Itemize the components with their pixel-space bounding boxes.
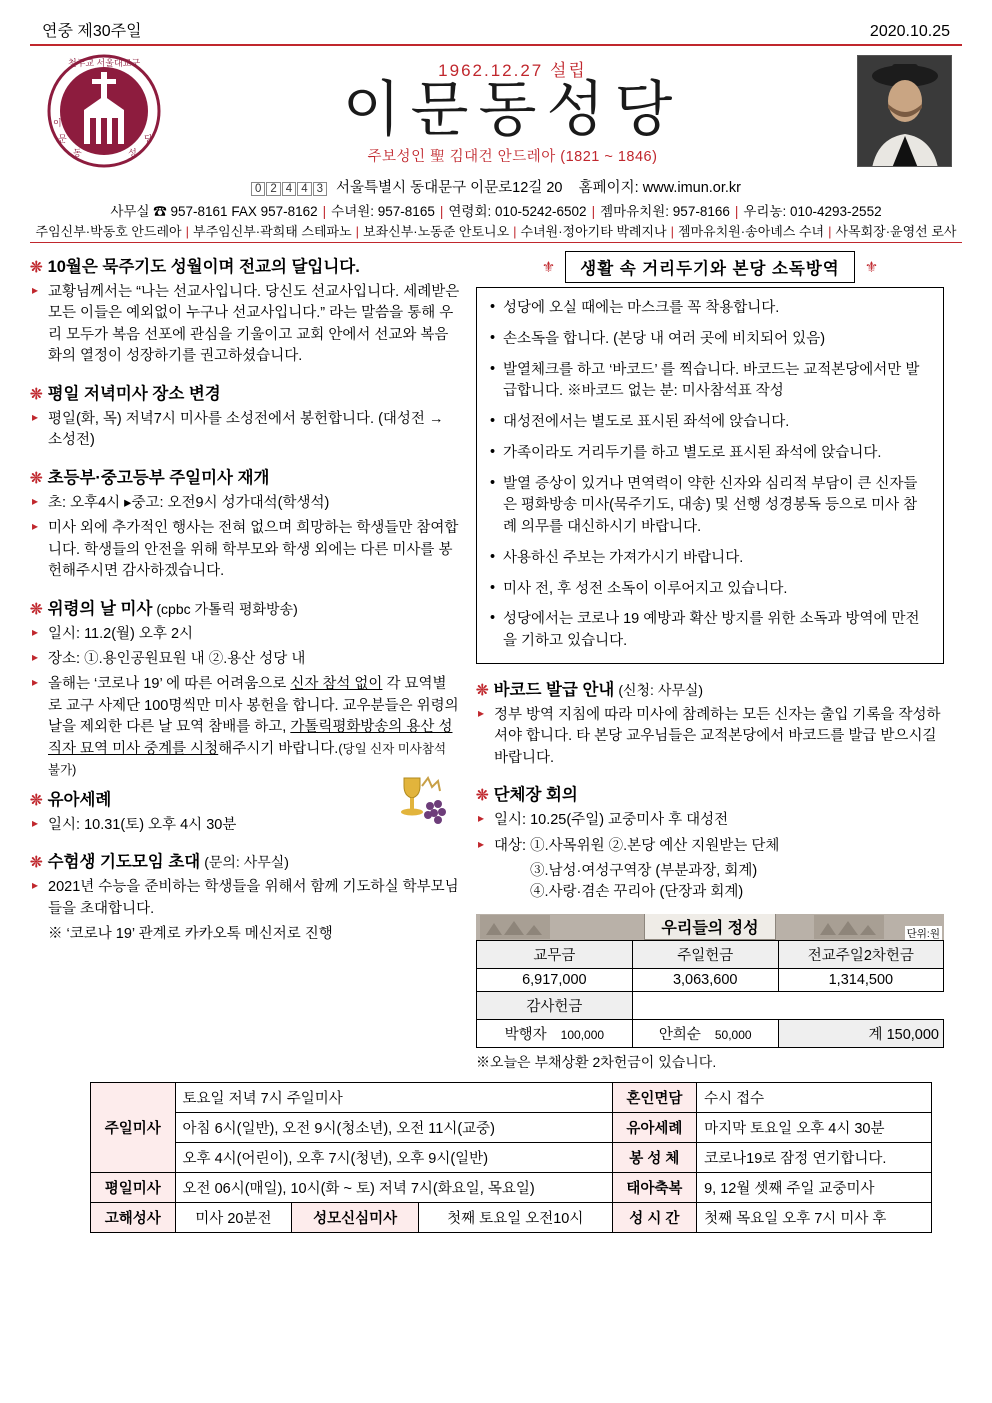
row-label-marriage: 혼인면담 xyxy=(612,1082,697,1112)
section-title: 10월은 묵주기도 성월이며 전교의 달입니다. xyxy=(47,258,360,276)
church-emblem-icon xyxy=(40,52,168,170)
donor-name: 안희순 xyxy=(658,1026,701,1043)
offering-header-2: 전교주일2차헌금 xyxy=(778,940,943,968)
staff-line: 주임신부·박동호 안드레아 | 부주임신부·곽희태 스테파노 | 보좌신부·노동준 안토니오 | 수녀원·정아기타 박례지나 | 젬마유치원·송아녜스 수녀 | 사목회장·윤영선 로사 xyxy=(35,224,957,239)
section-note: (문의: 사무실) xyxy=(204,854,289,871)
patron-portrait xyxy=(857,55,952,167)
staff-2: 보좌신부·노동준 안토니오 xyxy=(363,224,510,239)
offering-unit: 단위:원 xyxy=(906,927,940,940)
star-icon: ❊ xyxy=(30,791,43,809)
row-label-weekday-mass: 평일미사 xyxy=(91,1172,176,1202)
section-title: 유아세례 xyxy=(47,790,112,809)
table-row xyxy=(91,1082,932,1112)
liturgy-week: 연중 제30주일 xyxy=(42,23,142,40)
zip-digit-4: 3 xyxy=(313,182,327,196)
sunday-mass-line-2: 오후 4시(어린이), 오후 7시(청년), 오후 9시(일반) xyxy=(175,1142,612,1172)
left-column xyxy=(30,251,460,1072)
offering-value-0: 6,917,000 xyxy=(477,968,633,991)
section-title: 수험생 기도모임 초대 xyxy=(47,853,201,872)
list-item: ▸ 2021년 수능을 준비하는 학생들을 위해서 함께 기도하실 학부모님들을 초대합니다. xyxy=(30,877,460,920)
list-item: • 손소독을 합니다. (본당 내 여러 곳에 비치되어 있음) xyxy=(489,329,931,351)
divider-header-bottom xyxy=(30,242,962,243)
church-name: 이문동성당 xyxy=(342,76,683,143)
thanks-total: 계 150,000 xyxy=(778,1019,943,1047)
contact-0: 사무실 ☎ 957-8161 FAX 957-8162 xyxy=(110,204,318,219)
marriage-value: 수시 접수 xyxy=(697,1082,932,1112)
exam-prayer-footnote: ※ ‘코로나 19’ 관계로 카카오톡 메신저로 진행 xyxy=(48,926,333,943)
section-title: 위령의 날 미사 xyxy=(47,599,153,618)
table-row xyxy=(91,1112,932,1142)
confession-value: 미사 20분전 xyxy=(175,1202,292,1232)
unborn-blessing-value: 9, 12월 셋째 주일 교중미사 xyxy=(697,1172,932,1202)
list-item: ▸ 교황님께서는 “나는 선교사입니다. 당신도 선교사입니다. 세례받은 모든 이들은 예외없이 누구나 선교사입니다.” 라는 말씀을 통해 우리 모두가 복음 선포에 관심을 기울이고 교회 안에서 선교와 복음화의 열정이 성장하기를 권고하셨습니다. xyxy=(30,282,460,368)
offering-value-2: 1,314,500 xyxy=(778,968,943,991)
list-item: ▸ 평일(화, 목) 저녁7시 미사를 소성전에서 봉헌합니다. (대성전 → 소성전) xyxy=(30,409,460,452)
staff-1: 부주임신부·곽희태 스테파노 xyxy=(193,224,352,239)
table-row xyxy=(477,1019,944,1047)
homepage-url[interactable]: www.imun.or.kr xyxy=(642,180,742,196)
zip-digit-1: 2 xyxy=(266,182,280,196)
table-row xyxy=(477,991,944,1019)
list-item: • 발열체크를 하고 ‘바코드’ 를 찍습니다. 바코드는 교적본당에서만 발급합니다. ※바코드 없는 분: 미사참석표 작성 xyxy=(489,360,931,404)
spacer-cell xyxy=(778,991,943,1019)
text-small-note: (당일 신자 미사참석 불가) xyxy=(48,741,447,778)
mass-schedule xyxy=(90,1082,932,1233)
row-label-marian-mass: 성모신심미사 xyxy=(292,1202,419,1232)
fleur-left-icon: ⚜ xyxy=(541,259,556,276)
group-leaders-list xyxy=(476,810,944,857)
right-column xyxy=(476,251,944,1072)
row-label-confession: 고해성사 xyxy=(91,1202,176,1232)
svg-text:문: 문 xyxy=(58,134,67,144)
list-item: ▸ 미사 외에 추가적인 행사는 전혀 없으며 희망하는 학생들만 참여합니다. 학생들의 안전을 위해 학부모와 학생 외에는 다른 미사를 봉헌해주시면 감사하겠습니다. xyxy=(30,518,460,582)
contact-2: 연령회: 010-5242-6502 xyxy=(448,204,587,219)
sunday-mass-line-1: 아침 6시(일반), 오전 9시(청소년), 오전 11시(교중) xyxy=(175,1112,612,1142)
row-label-communion-sick: 봉 성 체 xyxy=(612,1142,697,1172)
star-icon: ❊ xyxy=(30,854,43,872)
weekday-mass-value: 오전 06시(매일), 10시(화 ~ 토) 저녁 7시(화요일, 목요일) xyxy=(175,1172,612,1202)
star-icon: ❊ xyxy=(30,600,43,618)
rosary-month-list xyxy=(30,282,460,368)
student-mass-list xyxy=(30,493,460,583)
top-line xyxy=(30,18,962,44)
svg-text:천주교 서울대교구: 천주교 서울대교구 xyxy=(67,58,141,68)
infant-baptism-value: 마지막 토요일 오후 4시 30분 xyxy=(697,1112,932,1142)
list-item: ▸ 일시: 11.2(월) 오후 2시 xyxy=(30,624,460,645)
zip-digit-0: 0 xyxy=(251,182,265,196)
section-note: (신청: 사무실) xyxy=(618,681,704,698)
homepage-label: 홈페이지: xyxy=(578,180,639,196)
staff-0: 주임신부·박동호 안드레아 xyxy=(35,224,182,239)
zip-code xyxy=(251,180,328,196)
issue-date: 2020.10.25 xyxy=(869,23,950,40)
underline-1: 신자 참석 없이 xyxy=(290,676,383,693)
row-label-holy-hour: 성 시 간 xyxy=(612,1202,697,1232)
distancing-box-title xyxy=(476,251,944,283)
staff-3: 수녀원·정아기타 박례지나 xyxy=(520,224,667,239)
list-item: • 사용하신 주보는 가져가시기 바랍니다. xyxy=(489,548,931,570)
offering-header-0: 교무금 xyxy=(477,940,633,968)
founded-date: 1962.12.27 설립 xyxy=(438,61,587,80)
list-item: • 성당에 오실 때에는 마스크를 꼭 착용합니다. xyxy=(489,298,931,320)
donor-amount: 100,000 xyxy=(560,1027,605,1042)
holy-hour-value: 첫째 목요일 오후 7시 미사 후 xyxy=(697,1202,932,1232)
contact-1: 수녀원: 957-8165 xyxy=(331,204,435,219)
thanks-donor-1 xyxy=(632,1019,778,1047)
section-student-mass xyxy=(30,464,460,488)
main-columns xyxy=(30,251,962,1072)
section-weekday-mass-venue xyxy=(30,380,460,404)
distancing-rules-box xyxy=(476,287,944,664)
zip-digit-3: 4 xyxy=(297,182,311,196)
row-label-sunday-mass: 주일미사 xyxy=(91,1082,176,1172)
offering-value-1: 3,063,600 xyxy=(632,968,778,991)
table-row xyxy=(91,1202,932,1232)
weekday-mass-list xyxy=(30,409,460,452)
marian-mass-value: 첫째 토요일 오전10시 xyxy=(418,1202,612,1232)
text-post: 해주시기 바랍니다. xyxy=(218,740,339,757)
list-item: ▸ 초: 오후4시 ▸중고: 오전9시 성가대석(학생석) xyxy=(30,493,460,514)
svg-text:동: 동 xyxy=(73,148,82,158)
donor-amount: 50,000 xyxy=(714,1027,752,1042)
section-title: 단체장 회의 xyxy=(493,786,578,805)
section-exam-prayer xyxy=(30,848,460,872)
offering-table xyxy=(476,940,944,1048)
section-barcode-issue xyxy=(476,676,944,700)
spacer-cell xyxy=(632,991,778,1019)
section-title: 초등부·중고등부 주일미사 재개 xyxy=(47,468,270,487)
row-label-infant-baptism: 유아세례 xyxy=(612,1112,697,1142)
row-label-unborn-blessing: 태아축복 xyxy=(612,1172,697,1202)
group-leaders-sub-1: ③.남성·여성구역장 (부분과장, 회계) xyxy=(530,863,758,880)
box-title-text: 생활 속 거리두기와 본당 소독방역 xyxy=(565,251,854,283)
text-pre: 올해는 ‘코로나 19’ 에 따른 어려움으로 xyxy=(48,676,291,693)
list-item: ▸ 대상: ①.사목위원 ②.본당 예산 지원받는 단체 xyxy=(476,836,944,857)
contact-4: 우리농: 010-4293-2552 xyxy=(743,204,882,219)
offering-note: ※오늘은 부채상환 2차헌금이 있습니다. xyxy=(476,1053,717,1070)
distancing-rule-list xyxy=(489,298,931,653)
thanks-donor-0 xyxy=(477,1019,633,1047)
donor-name: 박행자 xyxy=(504,1026,547,1043)
star-icon: ❊ xyxy=(476,681,489,699)
table-row xyxy=(477,968,944,991)
section-note: (cpbc 가톨릭 평화방송) xyxy=(156,600,298,617)
list-item-broadcast xyxy=(30,674,460,781)
list-item: • 발열 증상이 있거나 면역력이 약한 신자와 심리적 부담이 큰 신자들은 평화방송 미사(묵주기도, 대송) 및 선행 성경봉독 등으로 미사 참례 의무를 대신하시기 바랍니다. xyxy=(489,474,931,539)
divider-top xyxy=(30,44,962,46)
schedule-table xyxy=(90,1082,932,1233)
list-item: • 미사 전, 후 성전 소독이 이루어지고 있습니다. xyxy=(489,579,931,601)
fleur-right-icon: ⚜ xyxy=(864,259,879,276)
section-title: 바코드 발급 안내 xyxy=(493,680,615,699)
list-item: • 대성전에서는 별도로 표시된 좌석에 앉습니다. xyxy=(489,412,931,434)
section-group-leaders-meeting xyxy=(476,781,944,805)
street-address: 서울특별시 동대문구 이문로12길 20 xyxy=(336,180,563,196)
text-mid: 각 묘역별로 교구 사제단 100명씩만 미사 봉헌을 합니다. 교우분들은 위령의 날을 제외한 다른 날 묘역 참배를 하고, xyxy=(48,676,459,736)
zip-digit-2: 4 xyxy=(282,182,296,196)
list-item: ▸ 일시: 10.25(주일) 교중미사 후 대성전 xyxy=(476,810,944,831)
patron-saint: 주보성인 聖 김대건 안드레아 (1821 ~ 1846) xyxy=(367,149,658,165)
list-item: • 가족이라도 거리두기를 하고 별도로 표시된 좌석에 앉습니다. xyxy=(489,443,931,465)
barcode-list xyxy=(476,705,944,769)
star-icon: ❊ xyxy=(30,259,43,276)
offering-banner-bg xyxy=(476,914,944,940)
section-title: 평일 저녁미사 장소 변경 xyxy=(47,384,221,403)
table-row xyxy=(477,940,944,968)
staff-5: 사목회장·윤영선 로사 xyxy=(835,224,957,239)
svg-text:성: 성 xyxy=(128,148,137,158)
table-row xyxy=(91,1142,932,1172)
star-icon: ❊ xyxy=(30,385,43,403)
list-item: ▸ 정부 방역 지침에 따라 미사에 참례하는 모든 신자는 출입 기록을 작성하셔야 합니다. 타 본당 교우님들은 교적본당에서 바코드를 발급 받으시길 바랍니다. xyxy=(476,705,944,769)
list-item: ▸ 장소: ①.용인공원묘원 내 ②.용산 성당 내 xyxy=(30,649,460,670)
infant-baptism-list xyxy=(30,815,460,836)
table-row xyxy=(91,1172,932,1202)
sunday-mass-line-0: 토요일 저녁 7시 주일미사 xyxy=(175,1082,612,1112)
svg-text:당: 당 xyxy=(144,134,153,144)
underline-2: 가톨릭평화방송의 용산 성직자 묘역 미사 중계를 시청 xyxy=(48,719,453,757)
address-line xyxy=(30,176,962,197)
all-souls-list xyxy=(30,624,460,782)
staff-4: 젬마유치원·송아녜스 수녀 xyxy=(678,224,825,239)
list-item: ▸ 일시: 10.31(토) 오후 4시 30분 xyxy=(30,815,460,836)
section-rosary-month xyxy=(30,253,460,277)
contact-line: 사무실 ☎ 957-8161 FAX 957-8162 | 수녀원: 957-8165 | 연령회: 010-5242-6502 | 젬마유치원: 957-8166 | 우리농: 010-4293-2552 xyxy=(110,204,882,219)
star-icon: ❊ xyxy=(476,787,489,805)
exam-prayer-list xyxy=(30,877,460,920)
offering-header-1: 주일헌금 xyxy=(632,940,778,968)
thanks-offering-label: 감사헌금 xyxy=(477,991,633,1019)
masthead xyxy=(30,48,962,170)
star-icon: ❊ xyxy=(30,469,43,487)
masthead-center xyxy=(168,56,857,166)
list-item: • 성당에서는 코로나 19 예방과 확산 방지를 위한 소독과 방역에 만전을 기하고 있습니다. xyxy=(489,609,931,653)
communion-sick-value: 코로나19로 잠정 연기합니다. xyxy=(697,1142,932,1172)
section-all-souls-mass xyxy=(30,595,460,619)
offering-banner xyxy=(476,914,944,940)
group-leaders-sub-2: ④.사랑·겸손 꾸리아 (단장과 회계) xyxy=(530,884,744,901)
contact-3: 젬마유치원: 957-8166 xyxy=(600,204,730,219)
offering-title: 우리들의 정성 xyxy=(644,914,775,940)
svg-text:이: 이 xyxy=(53,118,62,128)
